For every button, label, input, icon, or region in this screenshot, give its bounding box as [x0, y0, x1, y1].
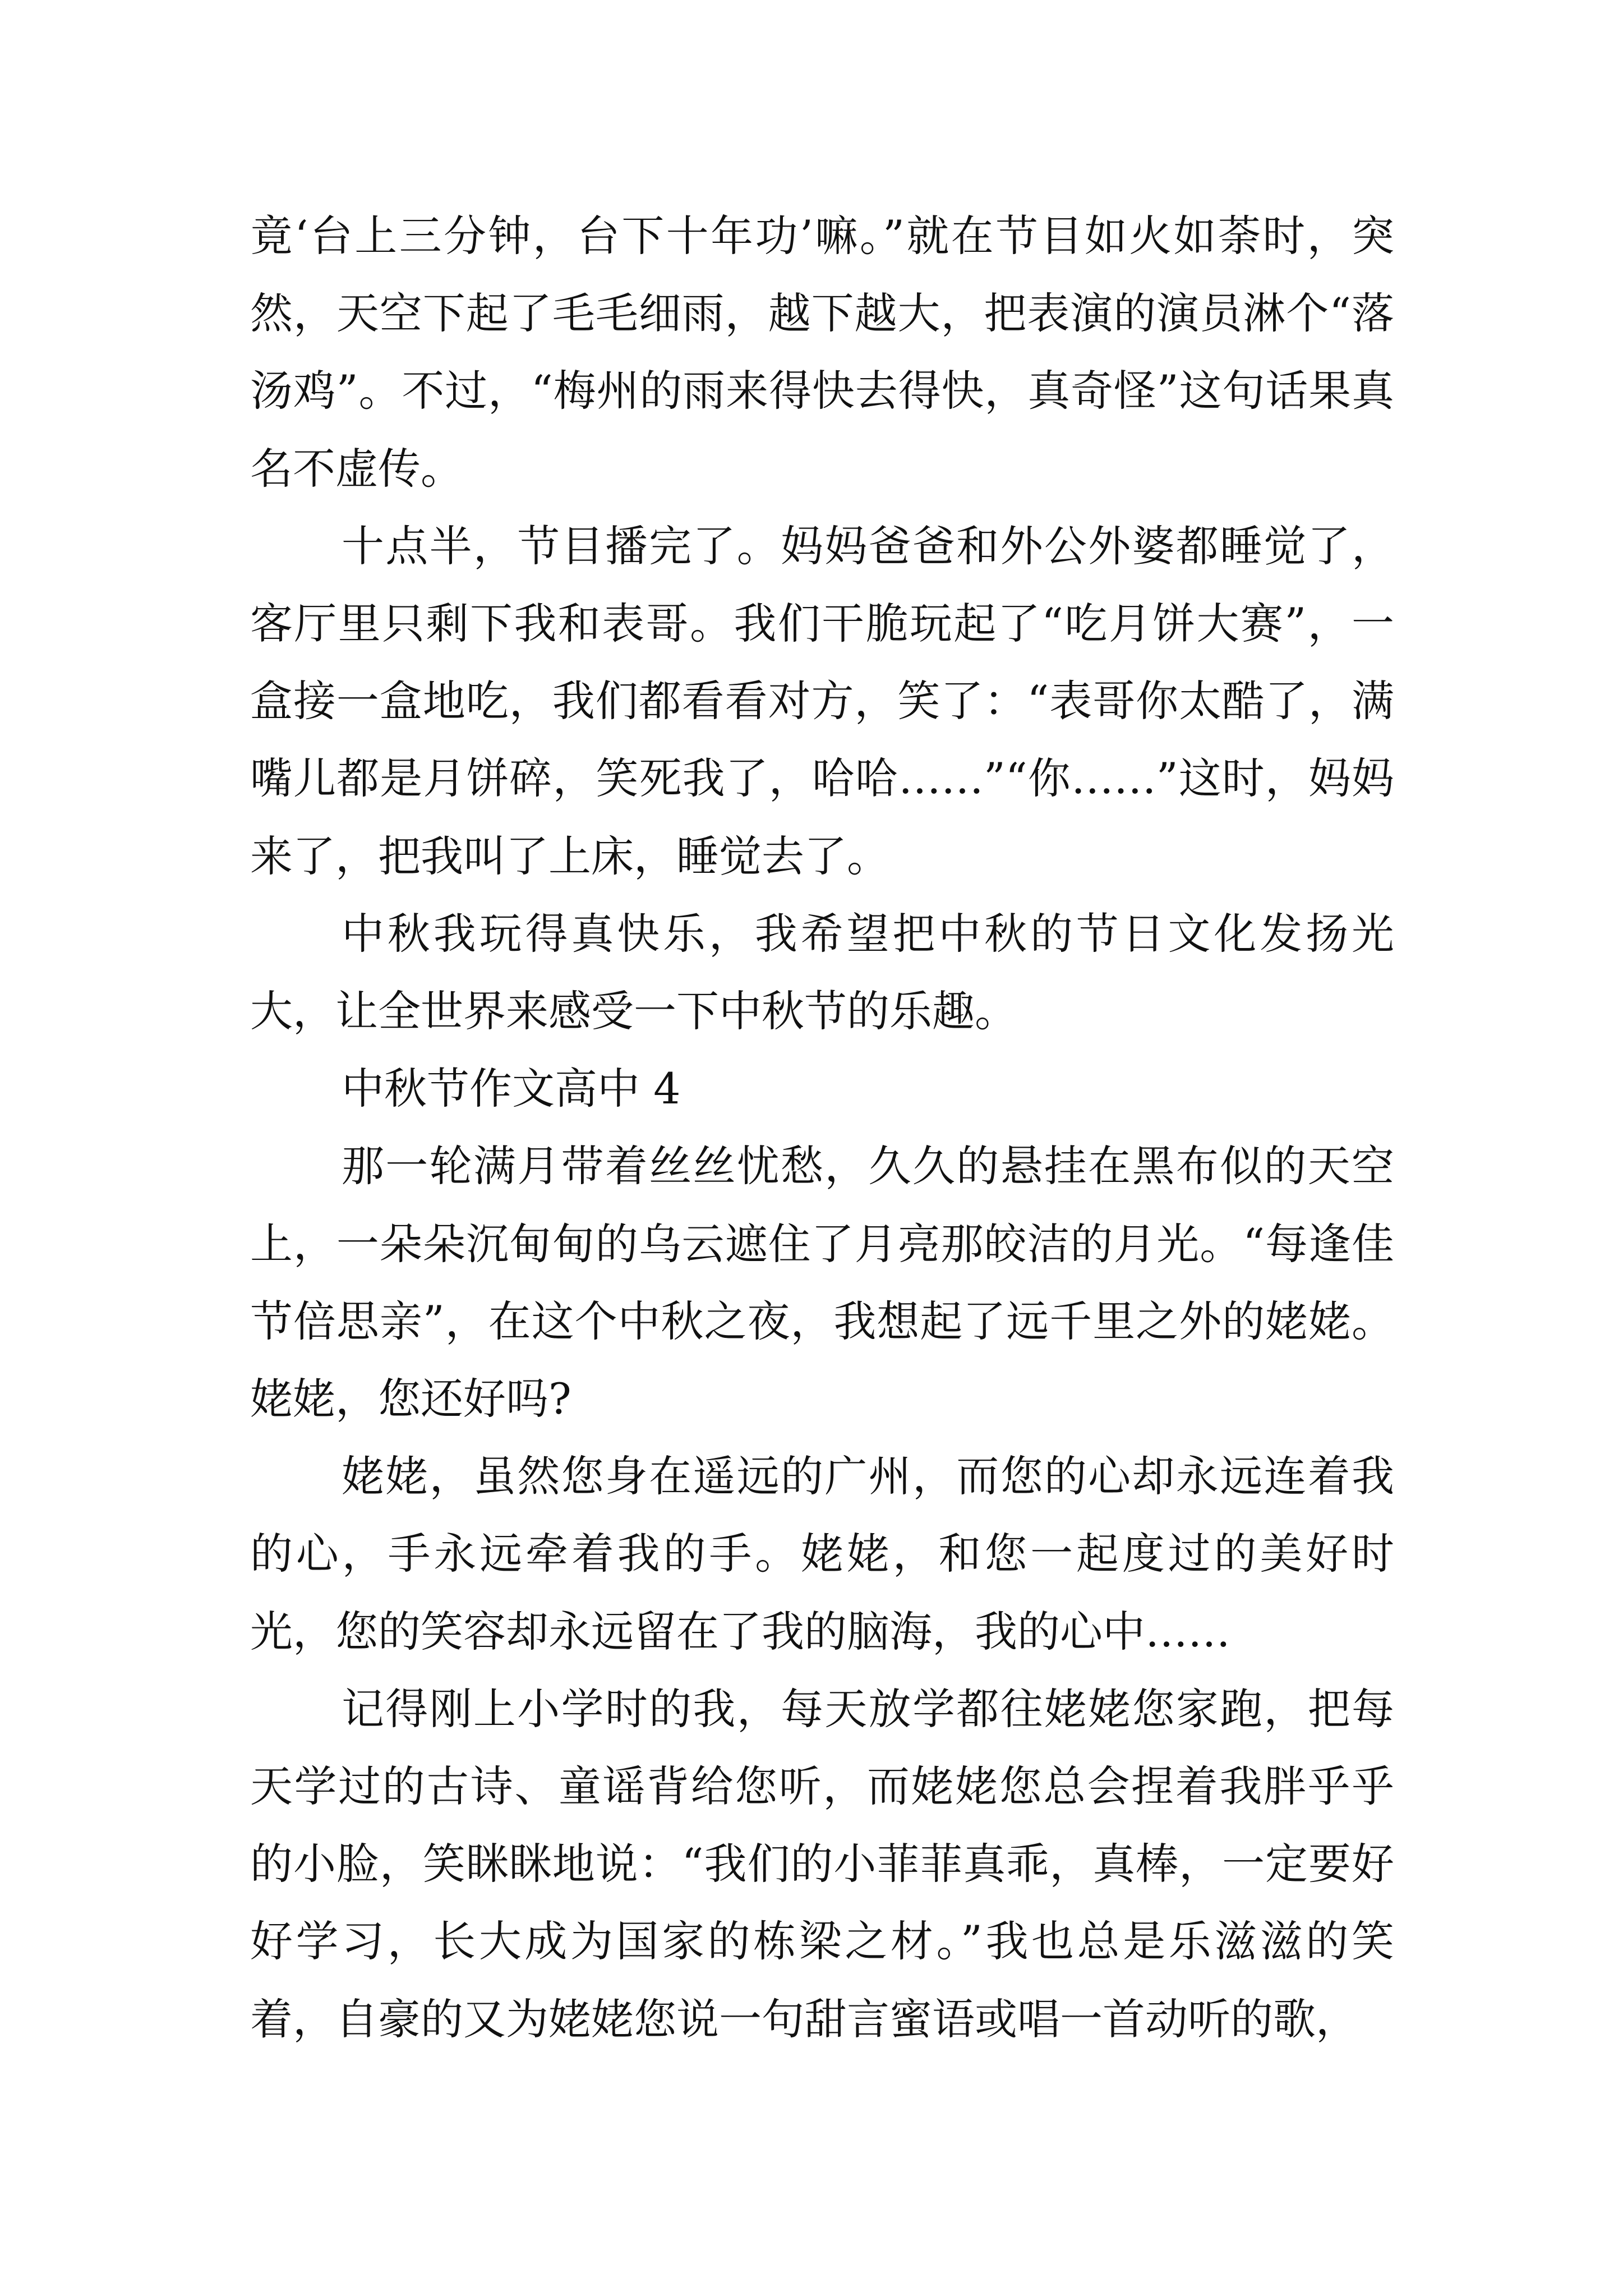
paragraph: 记得刚上小学时的我，每天放学都往姥姥您家跑，把每天学过的古诗、童谣背给您听，而姥姥您总会捏着我胖乎乎的小脸，笑眯眯地说：“我们的小菲菲真乖，真棒，一定要好好学习，长大成为国家的栋梁之材。”我也总是乐滋滋的笑着，自豪的又为姥姥您说一句甜言蜜语或唱一首动听的歌，: [250, 1683, 1394, 2044]
paragraph: 那一轮满月带着丝丝忧愁，久久的悬挂在黑布似的天空上，一朵朵沉甸甸的乌云遮住了月亮那皎洁的月光。“每逢佳节倍思亲”，在这个中秋之夜，我想起了远千里之外的姥姥。姥姥，您还好吗?: [250, 1141, 1394, 1424]
paragraph: 十点半，节目播完了。妈妈爸爸和外公外婆都睡觉了，客厅里只剩下我和表哥。我们干脆玩起了“吃月饼大赛”，一盒接一盒地吃，我们都看看对方，笑了：“表哥你太酷了，满嘴儿都是月饼碎，笑死我了，哈哈……”“你……”这时，妈妈来了，把我叫了上床，睡觉去了。: [250, 521, 1394, 881]
paragraph: 姥姥，虽然您身在遥远的广州，而您的心却永远连着我的心，手永远牵着我的手。姥姥，和您一起度过的美好时光，您的笑容却永远留在了我的脑海，我的心中……: [250, 1451, 1394, 1657]
document-body: [250, 197, 1394, 2058]
section-heading: 中秋节作文高中 4: [342, 1064, 681, 1114]
paragraph-continuation: 竟‘台上三分钟，台下十年功’嘛。”就在节目如火如荼时，突然，天空下起了毛毛细雨，越下越大，把表演的演员淋个“落汤鸡”。不过，“梅州的雨来得快去得快，真奇怪”这句话果真名不虚传。: [250, 211, 1394, 494]
paragraph: 中秋我玩得真快乐，我希望把中秋的节日文化发扬光大，让全世界来感受一下中秋节的乐趣。: [250, 908, 1394, 1037]
